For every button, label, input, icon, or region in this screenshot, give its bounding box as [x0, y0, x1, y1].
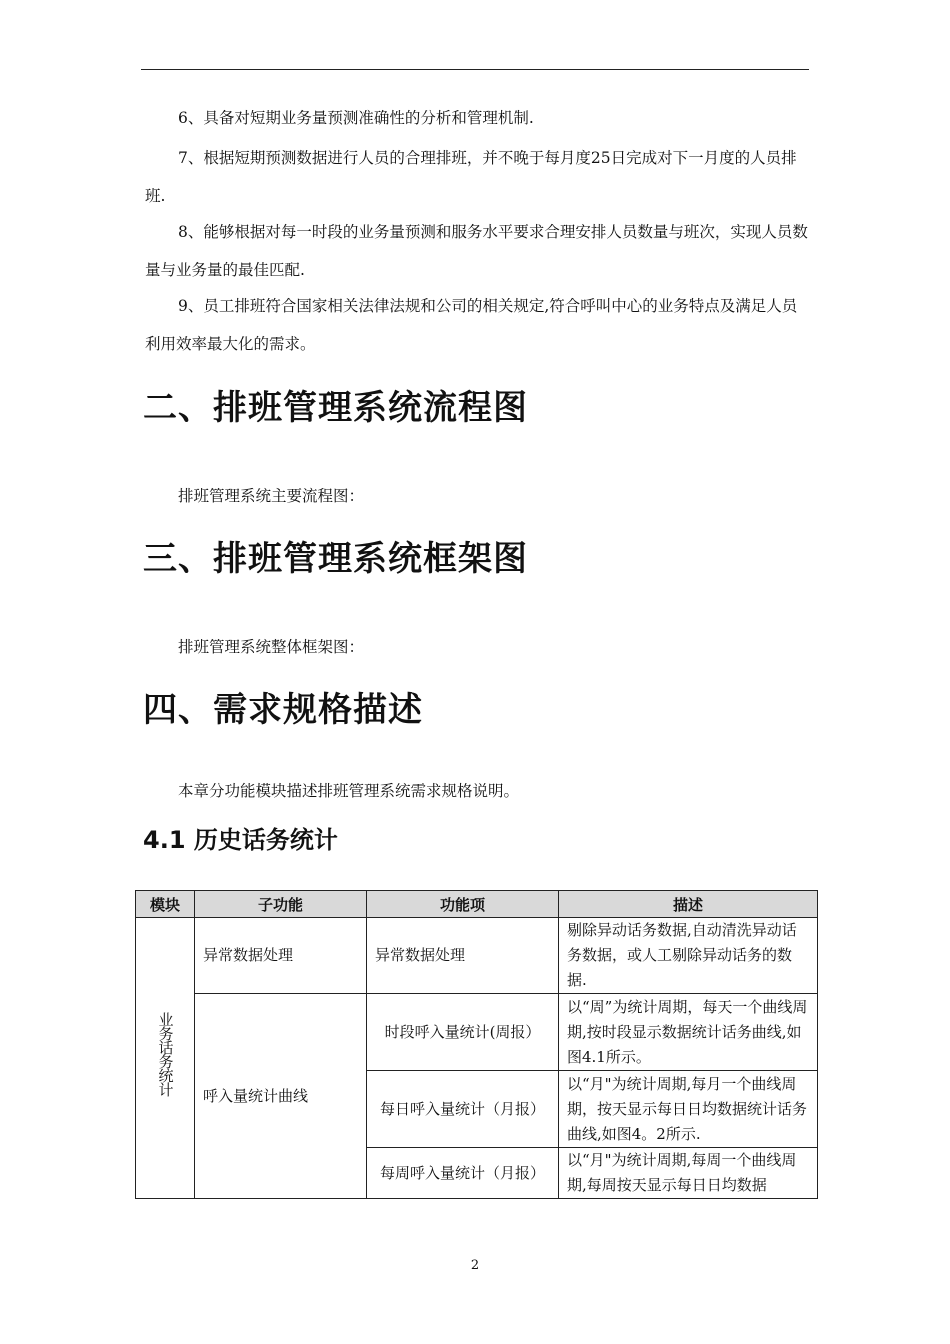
function-item-cell: 每日呼入量统计（月报） [367, 1071, 559, 1148]
paragraph-item-7: 7、根据短期预测数据进行人员的合理排班，并不晚于每月度25日完成对下一月度的人员排班. [145, 149, 797, 205]
section-heading-flowchart: 二、排班管理系统流程图 [143, 388, 528, 428]
module-cell [136, 918, 195, 1199]
table-row [136, 994, 818, 1071]
framework-caption: 排班管理系统整体框架图： [178, 638, 365, 656]
subsection-title: 历史话务统计 [193, 826, 338, 854]
paragraph-item-9: 9、员工排班符合国家相关法律法规和公司的相关规定,符合呼叫中心的业务特点及满足人员利用效率最大化的需求。 [145, 297, 798, 353]
description-cell: 以“月"为统计周期,每周一个曲线周期,每周按天显示每日日均数据 [559, 1148, 818, 1199]
paragraph-item-6: 6、具备对短期业务量预测准确性的分析和管理机制. [178, 109, 534, 127]
module-label: 业务话务统计 [156, 1012, 175, 1096]
header-rule [141, 69, 809, 70]
subfunction-cell: 异常数据处理 [195, 918, 367, 994]
spec-table [135, 890, 818, 1199]
subfunction-cell: 呼入量统计曲线 [195, 994, 367, 1199]
description-cell: 以“月"为统计周期,每月一个曲线周期，按天显示每日日均数据统计话务曲线,如图4。2所示. [559, 1071, 818, 1148]
header-function-item: 功能项 [367, 891, 559, 918]
subsection-heading [143, 820, 338, 855]
function-item-cell: 每周呼入量统计（月报） [367, 1148, 559, 1199]
page-number: 2 [470, 1258, 480, 1273]
header-module: 模块 [136, 891, 195, 918]
paragraph-item-8: 8、能够根据对每一时段的业务量预测和服务水平要求合理安排人员数量与班次，实现人员数量与业务量的最佳匹配. [145, 223, 808, 279]
header-description: 描述 [559, 891, 818, 918]
description-cell: 剔除异动话务数据,自动清洗异动话务数据，或人工剔除异动话务的数据. [559, 918, 818, 994]
header-subfunction: 子功能 [195, 891, 367, 918]
description-cell: 以“周”为统计周期，每天一个曲线周期,按时段显示数据统计话务曲线,如图4.1所示。 [559, 994, 818, 1071]
table-header-row [136, 891, 818, 918]
function-item-cell: 时段呼入量统计(周报） [367, 994, 559, 1071]
flowchart-caption: 排班管理系统主要流程图： [178, 487, 365, 505]
requirements-intro: 本章分功能模块描述排班管理系统需求规格说明。 [178, 782, 520, 800]
section-heading-requirements: 四、需求规格描述 [143, 690, 423, 730]
subsection-number: 4.1 [143, 826, 186, 854]
table-row [136, 918, 818, 994]
section-heading-framework: 三、排班管理系统框架图 [143, 539, 528, 579]
function-item-cell: 异常数据处理 [367, 918, 559, 994]
